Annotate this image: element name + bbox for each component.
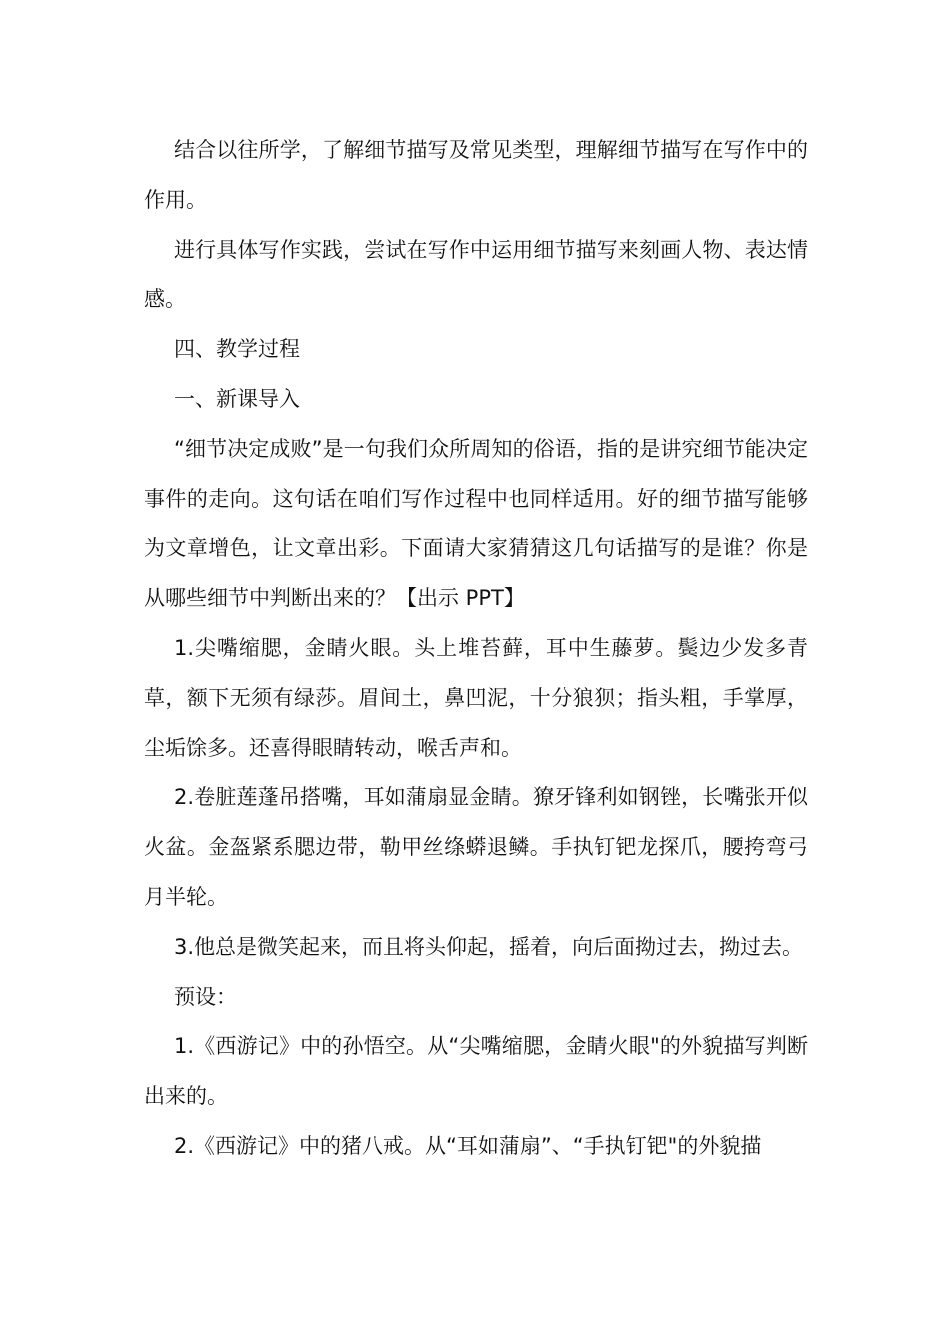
paragraph-objective-1: 结合以往所学，了解细节描写及常见类型，理解细节描写在写作中的作用。 bbox=[144, 138, 808, 212]
paragraph-introduction: “细节决定成败”是一句我们众所周知的俗语，指的是讲究细节能决定事件的走向。这句话在咱们写作过程中也同样适用。好的细节描写能够为文章增色，让文章出彩。下面请大家猜猜这几句话描写的是谁？你是从哪些细节中判断出来的？【出示 PPT】 bbox=[144, 436, 808, 611]
paragraph-preset-answer-2: 2.《西游记》中的猪八戒。从“耳如蒲扇”、“手执钉钯"的外貌描 bbox=[174, 1133, 762, 1158]
paragraph-preset-label: 预设： bbox=[174, 984, 237, 1009]
paragraph-example-1: 1.尖嘴缩腮，金睛火眼。头上堆苔藓，耳中生藤萝。鬓边少发多青草，额下无须有绿莎。眉间土，鼻凹泥，十分狼狈；指头粗，手掌厚，尘垢馀多。还喜得眼睛转动，喉舌声和。 bbox=[144, 635, 808, 760]
paragraph-example-3: 3.他总是微笑起来，而且将头仰起，摇着，向后面拗过去，拗过去。 bbox=[174, 934, 804, 959]
subsection-heading-introduction: 一、新课导入 bbox=[174, 386, 300, 411]
paragraph-objective-2: 进行具体写作实践，尝试在写作中运用细节描写来刻画人物、表达情感。 bbox=[144, 237, 808, 312]
paragraph-example-2: 2.卷脏莲蓬吊搭嘴，耳如蒲扇显金睛。獠牙锋利如钢锉，长嘴张开似火盆。金盔紧系腮边带，勒甲丝绦蟒退鳞。手执钉钯龙探爪，腰挎弯弓月半轮。 bbox=[144, 785, 808, 909]
section-heading-teaching-process: 四、教学过程 bbox=[174, 337, 300, 362]
paragraph-preset-answer-1: 1.《西游记》中的孙悟空。从“尖嘴缩腮，金睛火眼"的外貌描写判断出来的。 bbox=[144, 1034, 808, 1109]
document-body bbox=[144, 126, 808, 1172]
